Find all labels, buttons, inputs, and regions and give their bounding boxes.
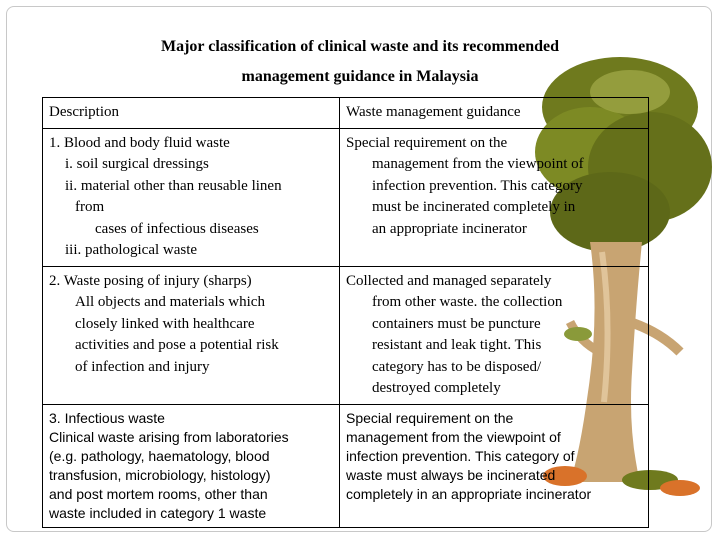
cell-line: and post mortem rooms, other than — [49, 485, 268, 502]
cell-line: ii. material other than reusable linen — [65, 177, 282, 194]
cell-line: closely linked with healthcare — [75, 315, 255, 332]
row2-description — [43, 266, 340, 404]
header-description: Description — [43, 98, 340, 129]
table-row — [43, 404, 649, 527]
row3-guidance — [340, 404, 649, 527]
cell-line: containers must be puncture — [372, 315, 541, 332]
cell-line: Clinical waste arising from laboratories — [49, 428, 289, 445]
row3-description — [43, 404, 340, 527]
row2-guidance — [340, 266, 649, 404]
cell-line: Collected and managed separately — [346, 272, 552, 289]
cell-line: infection prevention. This category — [372, 177, 583, 194]
cell-line: category has to be disposed/ — [372, 358, 542, 375]
cell-line: from other waste. the collection — [372, 294, 563, 310]
cell-line: Special requirement on the — [346, 409, 514, 426]
waste-classification-table — [42, 97, 649, 528]
cell-line: transfusion, microbiology, histology) — [49, 466, 271, 483]
page-title-line2: management guidance in Malaysia — [241, 68, 479, 85]
cell-line: from — [75, 199, 105, 215]
cell-line: destroyed completely — [372, 380, 501, 396]
cell-line: i. soil surgical dressings — [65, 156, 209, 172]
cell-line: activities and pose a potential risk — [75, 337, 279, 353]
table-row — [43, 128, 649, 266]
cell-line: infection prevention. This category of — [346, 447, 575, 464]
page-title-line1: Major classification of clinical waste and its recommended — [160, 38, 560, 55]
cell-line: management from the viewpoint of — [372, 156, 584, 172]
row1-guidance — [340, 128, 649, 266]
cell-line: an appropriate incinerator — [372, 220, 527, 237]
cell-line: of infection and injury — [75, 358, 210, 375]
cell-line: iii. pathological waste — [65, 242, 198, 258]
cell-line: must be incinerated completely in — [372, 199, 576, 215]
table-row — [43, 266, 649, 404]
cell-line: waste included in category 1 waste — [49, 504, 267, 521]
row1-description — [43, 128, 340, 266]
cell-line: 3. Infectious waste — [49, 409, 165, 426]
header-guidance: Waste management guidance — [340, 98, 649, 129]
cell-line: Special requirement on the — [346, 134, 508, 151]
cell-line: management from the viewpoint of — [346, 428, 561, 445]
cell-line: 2. Waste posing of injury (sharps) — [49, 272, 252, 289]
cell-line: resistant and leak tight. This — [372, 337, 542, 353]
cell-line: (e.g. pathology, haematology, blood — [49, 447, 270, 464]
cell-line: 1. Blood and body fluid waste — [49, 134, 230, 151]
table-header-row — [43, 98, 649, 129]
cell-line: completely in an appropriate incinerator — [346, 485, 592, 502]
cell-line: All objects and materials which — [75, 294, 265, 310]
cell-line: cases of infectious diseases — [95, 220, 259, 237]
cell-line: waste must always be incinerated — [346, 466, 556, 483]
